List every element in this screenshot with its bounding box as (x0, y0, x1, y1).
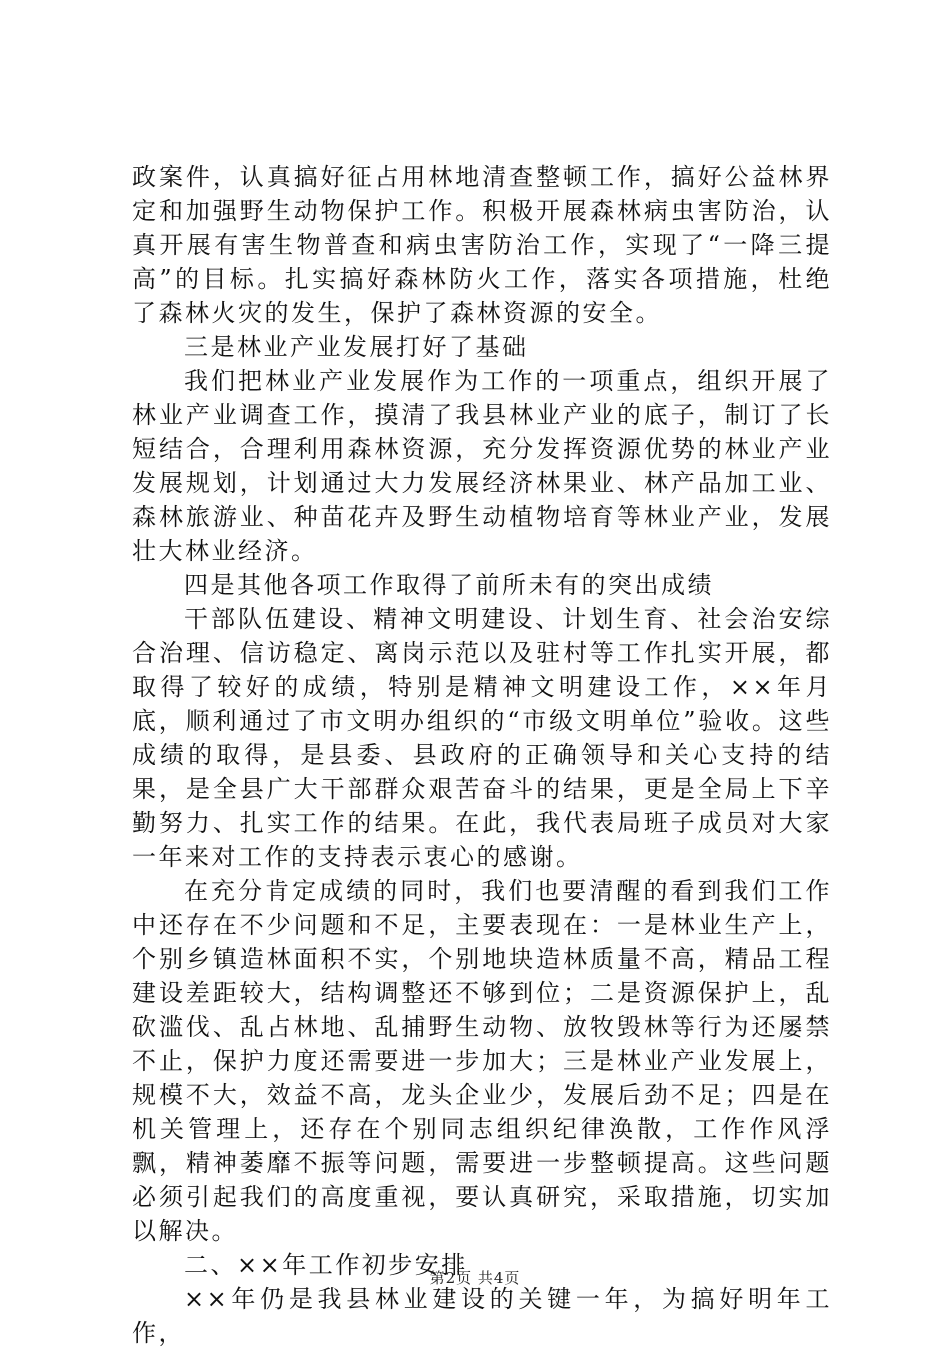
paragraph-continuation: 政案件，认真搞好征占用林地清查整顿工作，搞好公益林界定和加强野生动物保护工作。积极开展森林病虫害防治，认真开展有害生物普查和病虫害防治工作，实现了“一降三提高”的目标。扎实搞好森林防火工作，落实各项措施，杜绝了森林火灾的发生，保护了森林资源的安全。 (132, 163, 832, 327)
section-heading-four: 四是其他各项工作取得了前所未有的突出成绩 (184, 571, 714, 599)
paragraph-problems: 在充分肯定成绩的同时，我们也要清醒的看到我们工作中还存在不少问题和不足，主要表现在：一是林业生产上，个别乡镇造林面积不实，个别地块造林质量不高，精品工程建设差距较大，结构调整还不够到位；二是资源保护上，乱砍滥伐、乱占林地、乱捕野生动物、放牧毁林等行为还屡禁不止，保护力度还需要进一步加大；三是林业产业发展上，规模不大，效益不高，龙头企业少，发展后劲不足；四是在机关管理上，还存在个别同志组织纪律涣散，工作作风浮飘，精神萎靡不振等问题，需要进一步整顿提高。这些问题必须引起我们的高度重视，要认真研究，采取措施，切实加以解决。 (132, 877, 832, 1245)
section-heading-three: 三是林业产业发展打好了基础 (184, 333, 529, 361)
document-body (132, 160, 832, 1350)
paragraph-plan-intro: ××年仍是我县林业建设的关键一年，为搞好明年工作， (132, 1285, 832, 1347)
section-heading-plan: 二、××年工作初步安排 (184, 1251, 468, 1279)
page-number-footer: 第2页 共4页 (429, 1269, 521, 1287)
paragraph-achievements: 干部队伍建设、精神文明建设、计划生育、社会治安综合治理、信访稳定、离岗示范以及驻村等工作扎实开展，都取得了较好的成绩，特别是精神文明建设工作，××年月底，顺利通过了市文明办组织的“市级文明单位”验收。这些成绩的取得，是县委、县政府的正确领导和关心支持的结果，是全县广大干部群众艰苦奋斗的结果，更是全局上下辛勤努力、扎实工作的结果。在此，我代表局班子成员对大家一年来对工作的支持表示衷心的感谢。 (132, 605, 832, 871)
paragraph-industry: 我们把林业产业发展作为工作的一项重点，组织开展了林业产业调查工作，摸清了我县林业产业的底子，制订了长短结合，合理利用森林资源，充分发挥资源优势的林业产业发展规划，计划通过大力发展经济林果业、林产品加工业、森林旅游业、种苗花卉及野生动植物培育等林业产业，发展壮大林业经济。 (132, 367, 832, 565)
